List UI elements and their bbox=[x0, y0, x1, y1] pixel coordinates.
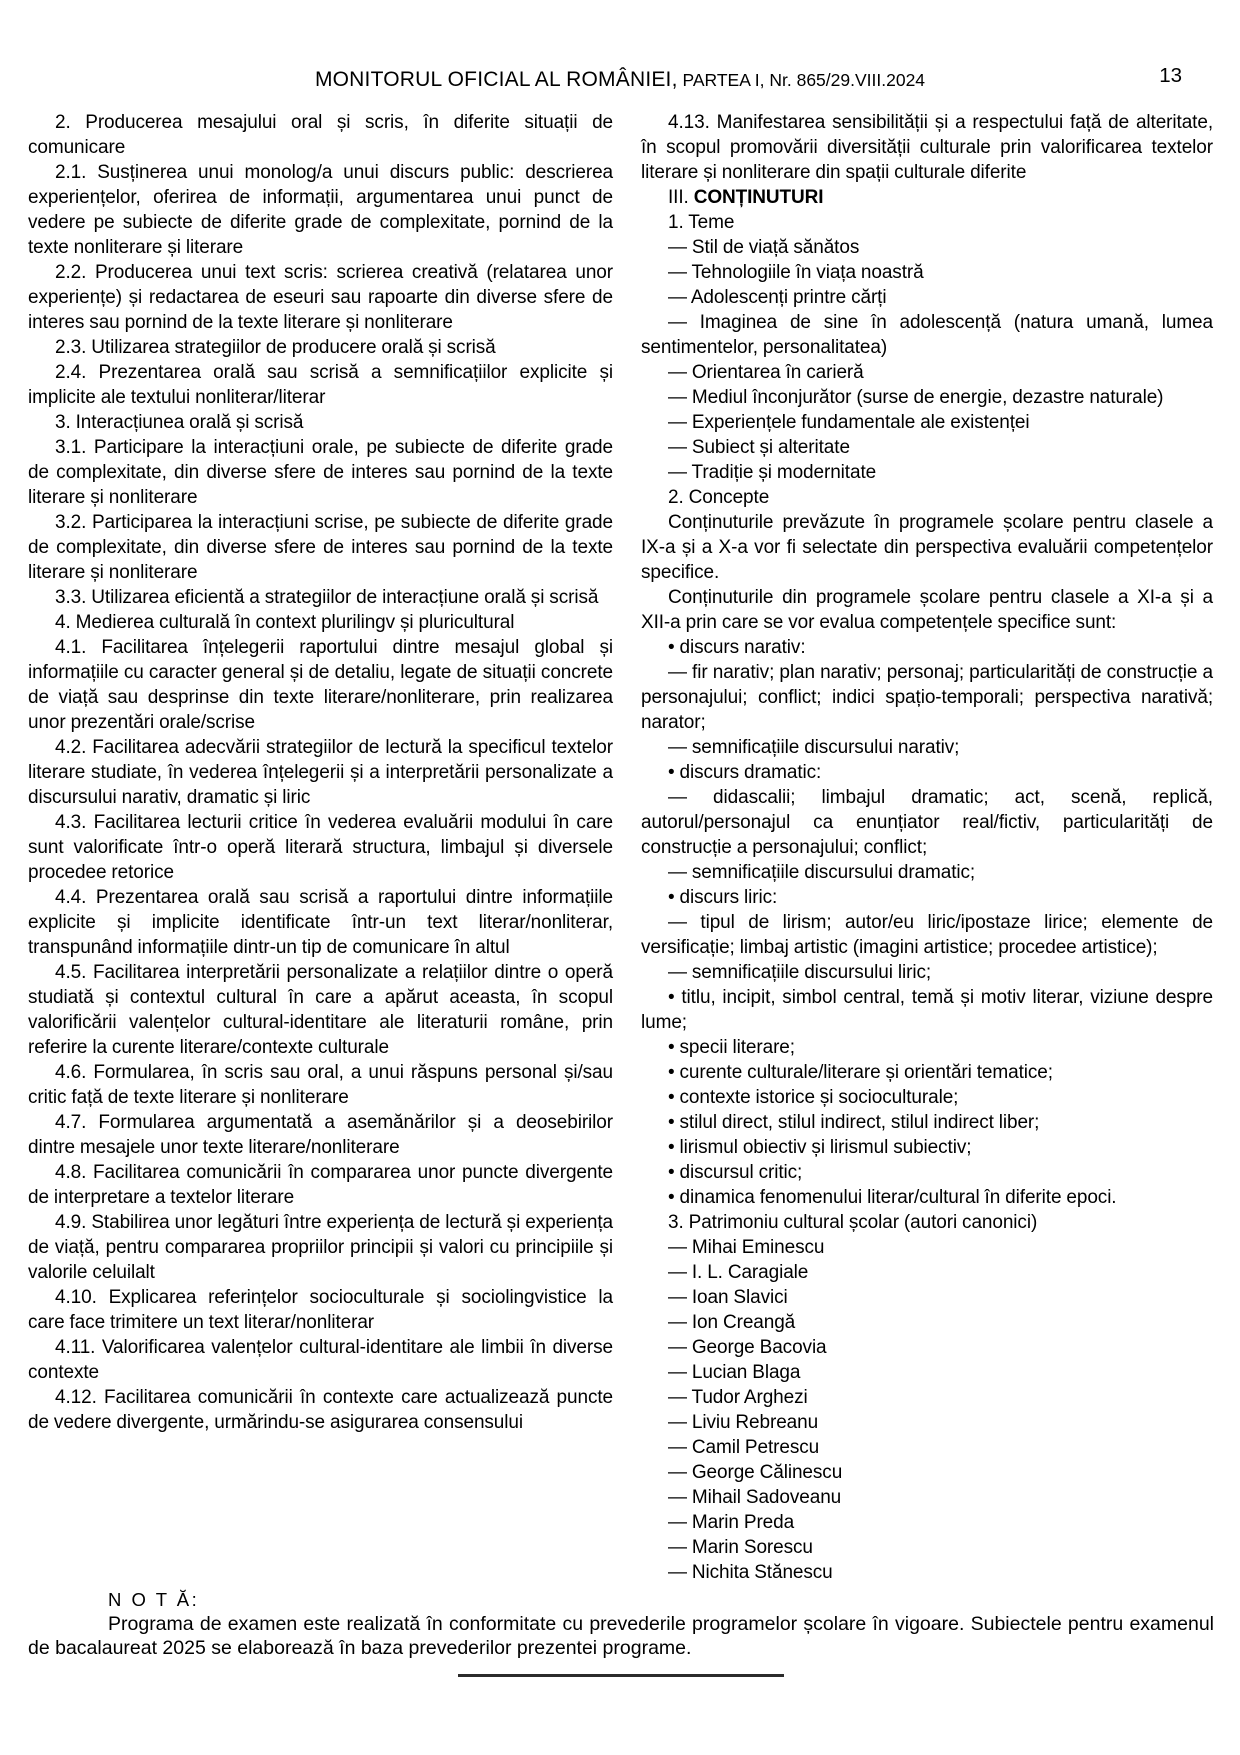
paragraph: — Tradiție și modernitate bbox=[668, 462, 877, 483]
paragraph: • discursul critic; bbox=[668, 1162, 803, 1183]
paragraph: • curente culturale/literare și orientări tematice; bbox=[668, 1062, 1053, 1083]
paragraph: — Camil Petrescu bbox=[668, 1437, 820, 1458]
paragraph: 2.3. Utilizarea strategiilor de producere orală și scrisă bbox=[55, 337, 496, 358]
paragraph: — I. L. Caragiale bbox=[668, 1262, 809, 1283]
page-number: 13 bbox=[1159, 64, 1182, 87]
paragraph: • stilul direct, stilul indirect, stilul indirect liber; bbox=[668, 1112, 1040, 1133]
paragraph: — Marin Sorescu bbox=[668, 1537, 813, 1558]
paragraph: Conținuturile din programele școlare pentru clasele a XI-a și a XII-a prin care se vor evalua competențele specifice sunt: bbox=[641, 587, 1213, 633]
paragraph: — Mediul înconjurător (surse de energie, dezastre naturale) bbox=[668, 387, 1164, 408]
paragraph: 3.1. Participare la interacțiuni orale, pe subiecte de diferite grade de complexitate, din diverse sfere de interes sau pornind de la texte literare și nonliterare bbox=[28, 437, 613, 508]
paragraph: 4. Medierea culturală în context plurilingv și pluricultural bbox=[55, 612, 515, 633]
paragraph: — Tehnologiile în viața noastră bbox=[668, 262, 924, 283]
paragraph: • discurs dramatic: bbox=[668, 762, 822, 783]
paragraph: — semnificațiile discursului narativ; bbox=[668, 737, 960, 758]
paragraph: — semnificațiile discursului dramatic; bbox=[668, 862, 976, 883]
paragraph: 3.2. Participarea la interacțiuni scrise, pe subiecte de diferite grade de complexitate, din diverse sfere de interes sau pornind de la texte literare și nonliterare bbox=[28, 512, 613, 583]
page-header bbox=[0, 68, 1240, 92]
note-section bbox=[28, 1588, 1214, 1660]
paragraph: — George Călinescu bbox=[668, 1462, 843, 1483]
paragraph: 4.13. Manifestarea sensibilității și a respectului față de alteritate, în scopul promovării diversității culturale prin valorificarea textelor literare și nonliterare din spații culturale diferite bbox=[641, 112, 1213, 183]
two-column-body bbox=[28, 110, 1213, 1585]
paragraph: 2. Producerea mesajului oral și scris, în diferite situații de comunicare bbox=[28, 112, 613, 158]
paragraph: 2. Concepte bbox=[668, 487, 770, 508]
paragraph: 1. Teme bbox=[668, 212, 735, 233]
right-column bbox=[641, 110, 1213, 1585]
paragraph: Conținuturile prevăzute în programele școlare pentru clasele a IX-a și a X-a vor fi selectate din perspectiva evaluării competențelor specifice. bbox=[641, 512, 1213, 583]
divider-line bbox=[458, 1674, 784, 1677]
paragraph: 4.1. Facilitarea înțelegerii raportului dintre mesajul global și informațiile cu caracter general și de detaliu, legate de situații concrete de viață sau desprinse din texte literare/nonliterare, prin realizarea unor prezentări orale/scrise bbox=[28, 637, 613, 733]
paragraph: 2.2. Producerea unui text scris: scrierea creativă (relatarea unor experiențe) și redactarea de eseuri sau rapoarte din diverse sfere de interes sau pornind de la texte literare și nonliterare bbox=[28, 262, 613, 333]
paragraph: — Imaginea de sine în adolescență (natura umană, lumea sentimentelor, personalitatea) bbox=[641, 312, 1213, 358]
paragraph: • contexte istorice și socioculturale; bbox=[668, 1087, 959, 1108]
paragraph: 4.3. Facilitarea lecturii critice în vederea evaluării modului în care sunt valorificate într-o operă literară structura, limbajul și diversele procedee retorice bbox=[28, 812, 613, 883]
paragraph: • discurs narativ: bbox=[668, 637, 806, 658]
paragraph: 4.8. Facilitarea comunicării în compararea unor puncte divergente de interpretare a textelor literare bbox=[28, 1162, 613, 1208]
paragraph: • discurs liric: bbox=[668, 887, 778, 908]
paragraph: 2.4. Prezentarea orală sau scrisă a semnificațiilor explicite și implicite ale textului nonliterar/literar bbox=[28, 362, 613, 408]
paragraph: — tipul de lirism; autor/eu liric/ipostaze lirice; elemente de versificație; limbaj artistic (imagini artistice; procedee artistice); bbox=[641, 912, 1213, 958]
paragraph: 4.9. Stabilirea unor legături între experiența de lectură și experiența de viață, pentru compararea propriilor principii și valori cu principiile și valorile celuilalt bbox=[28, 1212, 613, 1283]
left-column bbox=[28, 110, 613, 1435]
paragraph: — Lucian Blaga bbox=[668, 1362, 801, 1383]
paragraph: III. CONȚINUTURI bbox=[668, 187, 824, 208]
paragraph: 4.7. Formularea argumentată a asemănărilor și a deosebirilor dintre mesajele unor texte literare/nonliterare bbox=[28, 1112, 613, 1158]
paragraph: — Marin Preda bbox=[668, 1512, 795, 1533]
paragraph: • specii literare; bbox=[668, 1037, 795, 1058]
paragraph: — Subiect și alteritate bbox=[668, 437, 850, 458]
paragraph: — Liviu Rebreanu bbox=[668, 1412, 819, 1433]
paragraph: — Nichita Stănescu bbox=[668, 1562, 833, 1583]
paragraph: 4.12. Facilitarea comunicării în contexte care actualizează puncte de vedere divergente, urmărindu-se asigurarea consensului bbox=[28, 1387, 613, 1433]
paragraph: — Orientarea în carieră bbox=[668, 362, 864, 383]
paragraph: — Tudor Arghezi bbox=[668, 1387, 808, 1408]
paragraph: 2.1. Susținerea unui monolog/a unui discurs public: descrierea experiențelor, oferirea de informații, argumentarea unui punct de vedere pe subiecte de diferite grade de complexitate, pornind de la texte nonliterare și literare bbox=[28, 162, 613, 258]
paragraph: 4.10. Explicarea referințelor socioculturale și sociolingvistice la care face trimitere un text literar/nonliterar bbox=[28, 1287, 613, 1333]
paragraph: — fir narativ; plan narativ; personaj; particularități de construcție a personajului; conflict; indici spațio-temporali; perspectiva narativă; narator; bbox=[641, 662, 1213, 733]
paragraph: 3. Interacțiunea orală și scrisă bbox=[55, 412, 304, 433]
paragraph: • dinamica fenomenului literar/cultural în diferite epoci. bbox=[668, 1187, 1117, 1208]
paragraph: — Ioan Slavici bbox=[668, 1287, 788, 1308]
paragraph: — Adolescenți printre cărți bbox=[668, 287, 887, 308]
paragraph: — Stil de viață sănătos bbox=[668, 237, 860, 258]
paragraph: 4.2. Facilitarea adecvării strategiilor de lectură la specificul textelor literare studiate, în vederea înțelegerii și a interpretării personalizate a discursului narativ, dramatic și liric bbox=[28, 737, 613, 808]
note-paragraph: Programa de examen este realizată în conformitate cu prevederile programelor școlare în vigoare. Subiectele pentru examenul de bacalaureat 2025 se elaborează în baza prevederilor prezentei programe. bbox=[28, 1613, 1214, 1659]
paragraph: — Ion Creangă bbox=[668, 1312, 796, 1333]
paragraph: • titlu, incipit, simbol central, temă și motiv literar, viziune despre lume; bbox=[641, 987, 1213, 1033]
paragraph: 4.4. Prezentarea orală sau scrisă a raportului dintre informațiile explicite și implicite identificate într-un text literar/nonliterar, transpunând informațiile dintr-un tip de comunicare în altul bbox=[28, 887, 613, 958]
paragraph: — Mihai Eminescu bbox=[668, 1237, 825, 1258]
paragraph: 4.5. Facilitarea interpretării personalizate a relațiilor dintre o operă studiată și contextul cultural în care a apărut aceasta, în scopul valorificării valențelor cultural-identitare ale literaturii române, prin referire la curente literare/contexte culturale bbox=[28, 962, 613, 1058]
paragraph: — George Bacovia bbox=[668, 1337, 827, 1358]
paragraph: — didascalii; limbajul dramatic; act, scenă, replică, autorul/personajul ca enunțiator real/fictiv, particularități de construcție a personajului; conflict; bbox=[641, 787, 1213, 858]
paragraph: • lirismul obiectiv și lirismul subiectiv; bbox=[668, 1137, 972, 1158]
paragraph: 4.11. Valorificarea valențelor cultural-identitare ale limbii în diverse contexte bbox=[28, 1337, 613, 1383]
paragraph: 4.6. Formularea, în scris sau oral, a unui răspuns personal și/sau critic față de texte literare și nonliterare bbox=[28, 1062, 613, 1108]
paragraph: 3. Patrimoniu cultural școlar (autori canonici) bbox=[668, 1212, 1038, 1233]
journal-issue: PARTEA I, Nr. 865/29.VIII.2024 bbox=[677, 70, 926, 90]
journal-title: MONITORUL OFICIAL AL ROMÂNIEI, bbox=[314, 68, 678, 91]
paragraph: — Mihail Sadoveanu bbox=[668, 1487, 842, 1508]
paragraph: 3.3. Utilizarea eficientă a strategiilor de interacțiune orală și scrisă bbox=[55, 587, 599, 608]
paragraph: — Experiențele fundamentale ale existenței bbox=[668, 412, 1030, 433]
note-label: N O T Ă: bbox=[108, 1589, 200, 1610]
paragraph: — semnificațiile discursului liric; bbox=[668, 962, 932, 983]
